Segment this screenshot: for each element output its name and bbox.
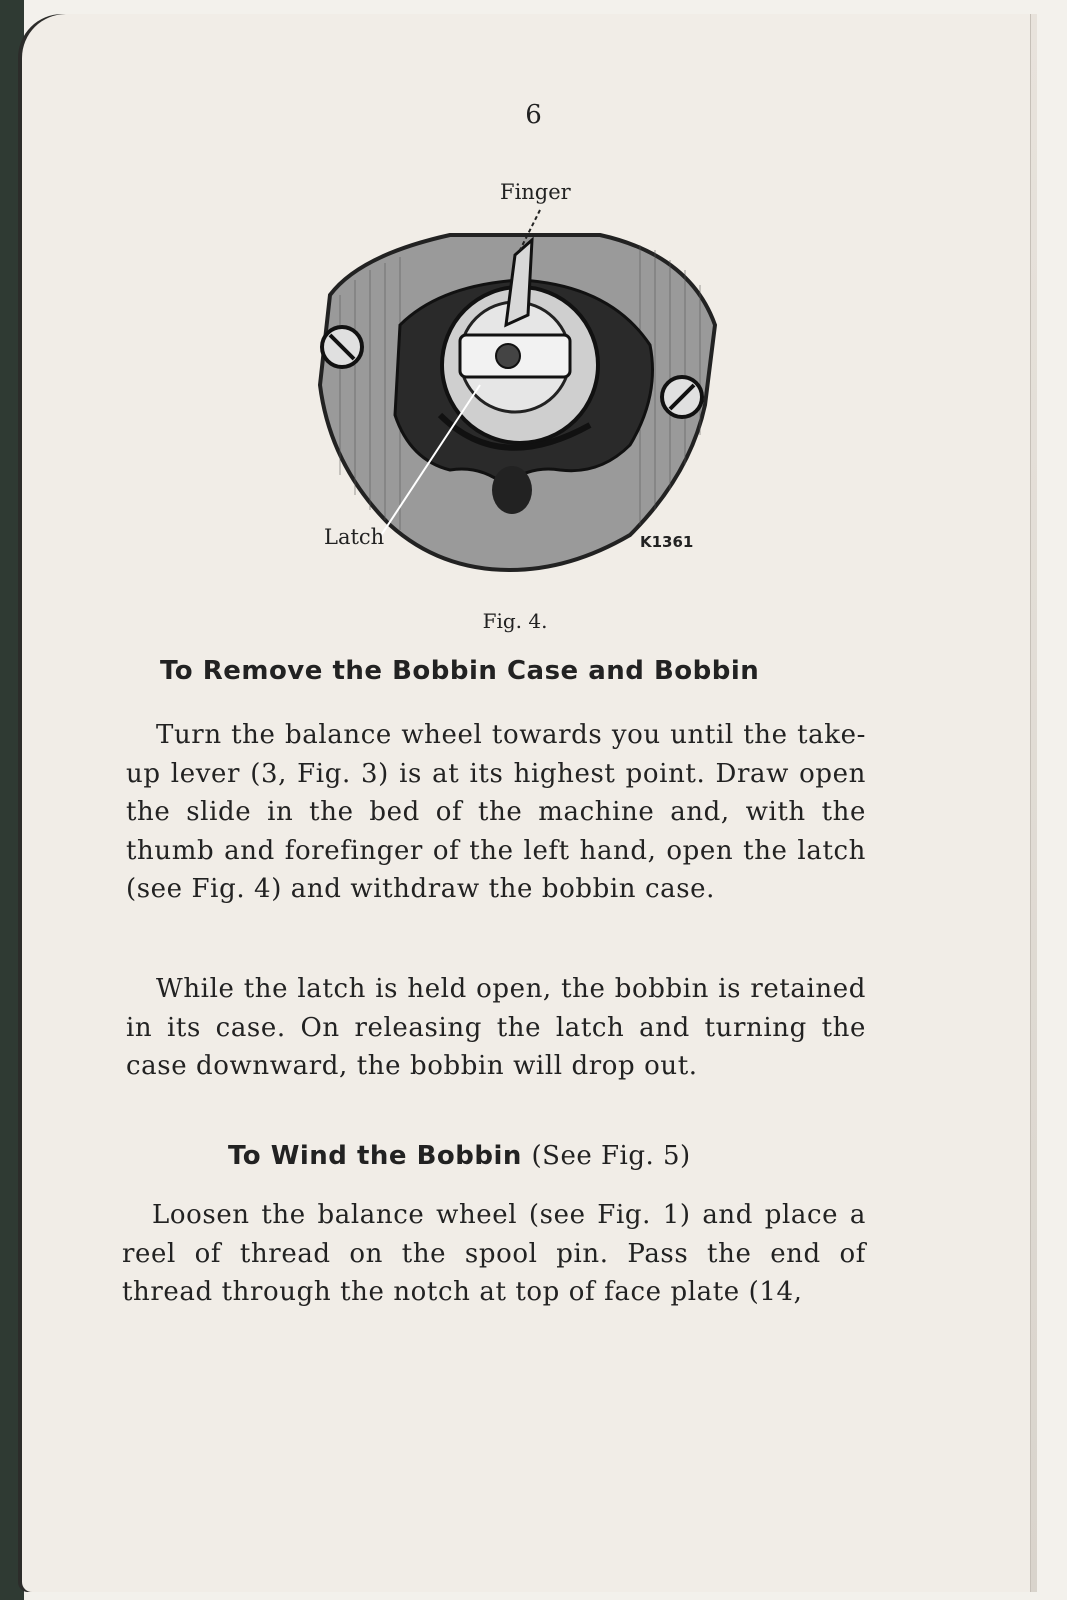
section2-heading-title: To Wind the Bobbin xyxy=(228,1141,522,1171)
section1-paragraph2 xyxy=(126,970,866,1086)
page-number: 6 xyxy=(525,100,542,130)
figure-caption: Fig. 4. xyxy=(482,609,548,633)
section1-paragraph1-text: Turn the balance wheel towards you until the take-up lever (3, Fig. 3) is at its highest point. Draw open the slide in the bed of the machine and, with the thumb and forefinger of the left hand, open the latch (see Fig. 4) and withdraw the bobbin case. xyxy=(126,720,866,904)
latch-label: Latch xyxy=(324,525,385,549)
section2-heading-note: (See Fig. 5) xyxy=(531,1141,691,1171)
page-edge xyxy=(1030,14,1037,1592)
book-spine xyxy=(0,0,24,1600)
bobbin-case-illustration xyxy=(300,175,740,595)
section2-paragraph1-text: Loosen the balance wheel (see Fig. 1) and place a reel of thread on the spool pin. Pass the end of thread through the notch at top of face plate (14, xyxy=(122,1200,866,1307)
section2-heading xyxy=(228,1141,691,1171)
section1-paragraph1 xyxy=(126,716,866,909)
section1-heading: To Remove the Bobbin Case and Bobbin xyxy=(160,656,760,686)
plate-code: K1361 xyxy=(640,533,694,551)
finger-label: Finger xyxy=(500,180,571,204)
section1-paragraph2-text: While the latch is held open, the bobbin is retained in its case. On releasing the latch and turning the case downward, the bobbin will drop out. xyxy=(126,974,866,1081)
section2-paragraph1 xyxy=(122,1196,866,1312)
